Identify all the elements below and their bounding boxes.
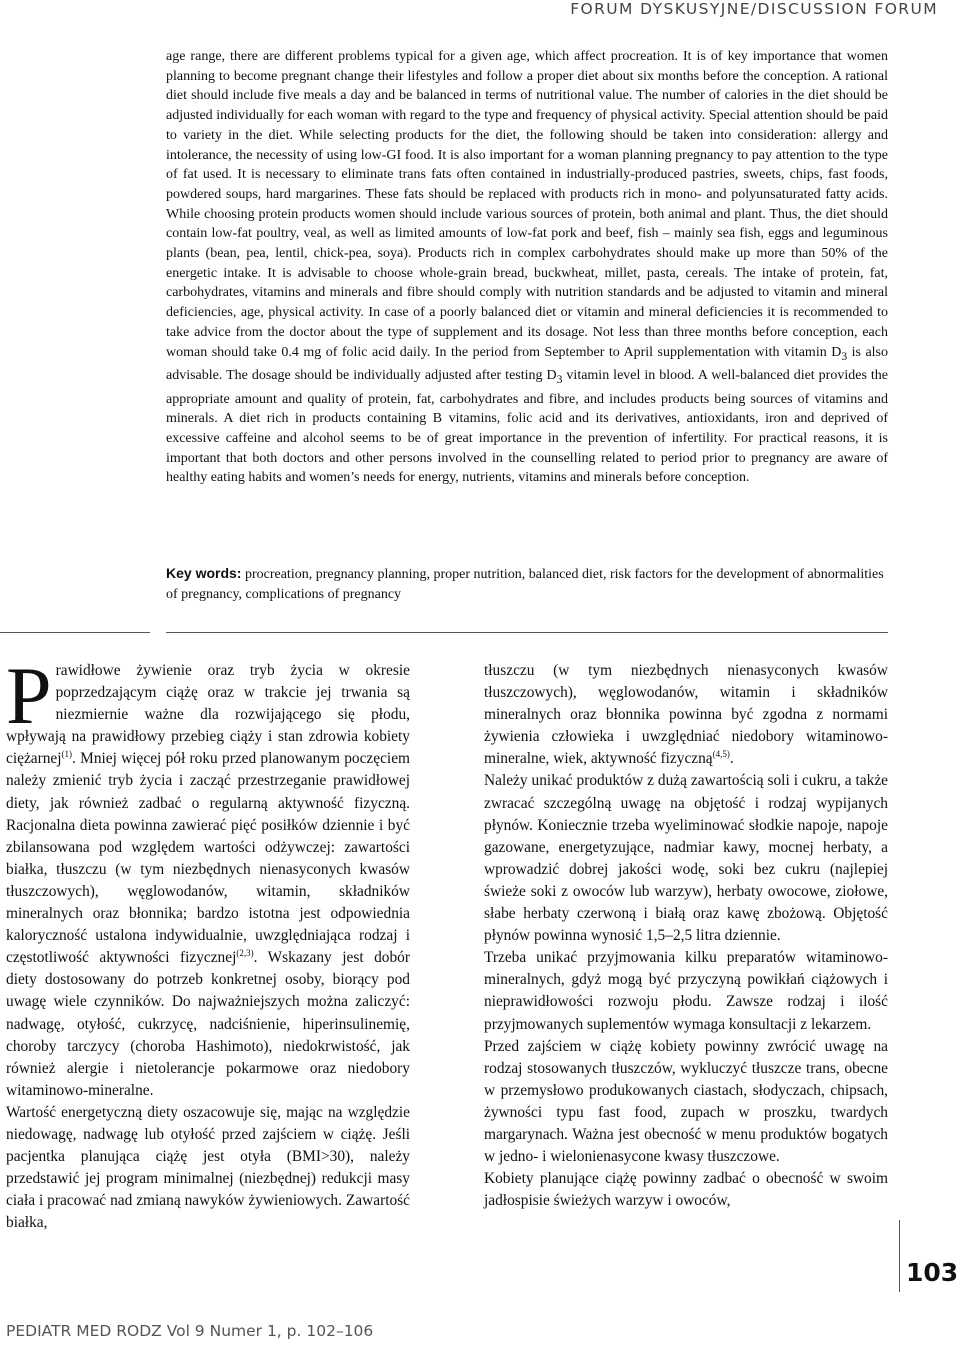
reference-marker: (2,3) [236,948,254,959]
left-column [6,650,410,1234]
page-number: 103 [906,1258,959,1287]
running-header: FORUM DYSKUSYJNE/DISCUSSION FORUM [570,0,938,18]
abstract-text-part-1: age range, there are different problems typical for a given age, which affect procreation. It is of key importance that women planning to become pregnant change their lifestyles and follow a proper diet about six months before the conception. A rational diet should include five meals a day and be balanced in terms of nutritional value. The number of calories in the diet should be adjusted individually for each woman with regard to the type and frequency of physical activity. Special attention should be paid to variety in the diet. While selecting products for the diet, the following should be taken into consideration: allergy and intolerance, the necessity of using low-GI food. It is also important for a woman planning pregnancy to pay attention to the type of fat used. It is necessary to eliminate trans fats often contained in industrially-produced pastries, sweets, chips, fast foods, powdered soups, hard margarines. These fats should be replaced with products rich in mono- and polyunsaturated fatty acids. While choosing protein products women should include various sources of protein, both animal and plant. Thus, the diet should contain low-fat poultry, veal, as well as limited amounts of low-fat pork and beef, fish – mainly sea fish, eggs and leguminous plants (bean, pea, lentil, chick-pea, soya). Products rich in complex carbohydrates should make up more than 50% of the energetic intake. It is advisable to choose whole-grain bread, buckwheat, millet, pasta, cereals. The intake of protein, fat, carbohydrates, vitamins and minerals and fibre should comply with nutrition standards and be adjusted to vitamin and mineral deficiencies, age, physical activity. In case of a poorly balanced diet or vitamin and mineral deficiencies it is recommended to take advice from the doctor about the type of supplement and its dosage. Not less than three months before conception, each woman should take 0.4 mg of folic acid daily. In the period from September to April supplementation with vitamin D [166,49,888,360]
subscript-3: 3 [556,372,563,386]
paragraph-text: . Mniej więcej pół roku przed planowanym poczęciem należy zmienić tryb życia i zacząć przestrzeganie prawidłowej diety, jak również zadbać o regularną aktywność fizyczną. Racjonalna dieta powinna zawierać pięć posiłków dziennie i być zbilansowana pod względem wartości odżywczej: zawartości białka, tłuszczu (w tym niezbędnych nienasyconych kwasów tłuszczowych), węglowodanów, witamin, składników mineralnych oraz błonnika; bardzo istotna jest odpowiednia kaloryczność ustalona indywidualnie, uwzględniająca rodzaj i częstotliwość aktywności fizycznej [6,750,410,967]
divider-main [166,632,888,633]
keywords [166,564,888,604]
journal-footer: PEDIATR MED RODZ Vol 9 Numer 1, p. 102–106 [6,1322,374,1340]
paragraph: Należy unikać produktów z dużą zawartością soli i cukru, a także zwracać szczególną uwagę na objętość i rodzaj wypijanych płynów. Koniecznie trzeba wyeliminować słodkie napoje, napoje gazowane, energetyzujące, nadmiar kawy, mocnej herbaty, a wprowadzić dobrej jakości wodę, soki bez cukru (najlepiej świeże soki z owoców lub warzyw), herbaty owocowe, ziołowe, słabe herbaty czerwoną i białą oraz kawę zbożową. Objętość płynów powinna wynosić 1,5–2,5 litra dziennie. [484,772,888,945]
drop-cap: P [6,650,52,741]
paragraph: Kobiety planujące ciążę powinny zadbać o obecność w swoim jadłospisie świeżych warzyw i owoców, [484,1170,888,1210]
paragraph-text: . Wskazany jest dobór diety dostosowany do potrzeb konkretnej osoby, biorący pod uwagę wiele czynników. Do najważniejszych można zaliczyć: nadwagę, otyłość, cukrzycę, nadciśnienie, hiperinsulinemię, choroby tarczycy (choroba Hashimoto), niedokrwistość, jak również alergie i nietolerancje pokarmowe oraz niedobory witaminowo-mineralne. [6,949,410,1099]
reference-marker: (1) [61,749,73,760]
abstract [166,47,888,488]
keywords-text: procreation, pregnancy planning, proper nutrition, balanced diet, risk factors for the development of abnormalities of pregnancy, complications of pregnancy [166,567,884,602]
divider-left [0,632,150,633]
paragraph: Trzeba unikać przyjmowania kilku preparatów witaminowo-mineralnych, gdyż mogą być przyczyną powikłań ciążowych i nieprawidłowości rozwoju płodu. Zawsze rodzaj i ilość przyjmowanych suplementów wymaga konsultacji z lekarzem. [484,949,888,1033]
paragraph: Wartość energetyczną diety oszacowuje się, mając na względzie niedowagę, nadwagę lub otyłość przed zajściem w ciążę. Jeśli pacjentka planująca ciążę jest otyła (BMI>30), należy przedstawić jej program minimalnej (niezbędnej) redukcji masy ciała i pracować nad zmianą nawyków żywieniowych. Zawartość białka, [6,1103,410,1232]
paragraph-text: rawidłowe żywienie oraz tryb życia w okresie poprzedzającym ciążę oraz w trakcie jej trwania są niezmiernie ważne dla rozwijającego się płodu, wpływają na prawidłowy przebieg ciąży i stan zdrowia kobiety ciężarnej [6,662,410,768]
reference-marker: (4,5) [712,749,730,760]
abstract-text-part-3: vitamin level in blood. A well-balanced diet provides the appropriate amount and quality of protein, fat, carbohydrates and fibre, and includes products being sources of vitamins and minerals. A diet rich in products containing B vitamins, folic acid and its derivatives, antioxidants, iron and deprived of excessive caffeine and alcohol seems to be of great importance in the prevention of infertility. For practical reasons, it is important that both doctors and other persons involved in the counselling related to period prior to pregnancy are aware of healthy eating habits and women’s needs for energy, nutrients, vitamins and minerals before conception. [166,368,888,486]
paragraph-text: . [729,750,734,768]
paragraph [6,650,410,1102]
abstract-text-part-2: is also advisable. The dosage should be individually adjusted after testing D [166,344,889,384]
right-column [484,660,888,1212]
paragraph [484,660,888,770]
keywords-label: Key words: [166,565,242,581]
subscript-3: 3 [841,349,848,363]
abstract-text [166,47,888,488]
paragraph-text: tłuszczu (w tym niezbędnych nienasyconych kwasów tłuszczowych), węglowodanów, witamin i składników mineralnych oraz błonnika powinna być zgodna z normami żywienia człowieka i uwzględniać niedobory witaminowo-mineralne, wiek, aktywność fizyczną [484,662,888,768]
paragraph: Przed zajściem w ciążę kobiety powinny zwrócić uwagę na rodzaj stosowanych tłuszczów, wykluczyć tłuszcze trans, obecne w przemysłowo produkowanych ciastach, słodyczach, chipsach, żywności typu fast food, zupach w proszku, twardych margarynach. Ważna jest obecność w menu produktów bogatych w jedno- i wielonienasycone kwasy tłuszczowe. [484,1037,888,1166]
page-number-rule [899,1220,900,1292]
